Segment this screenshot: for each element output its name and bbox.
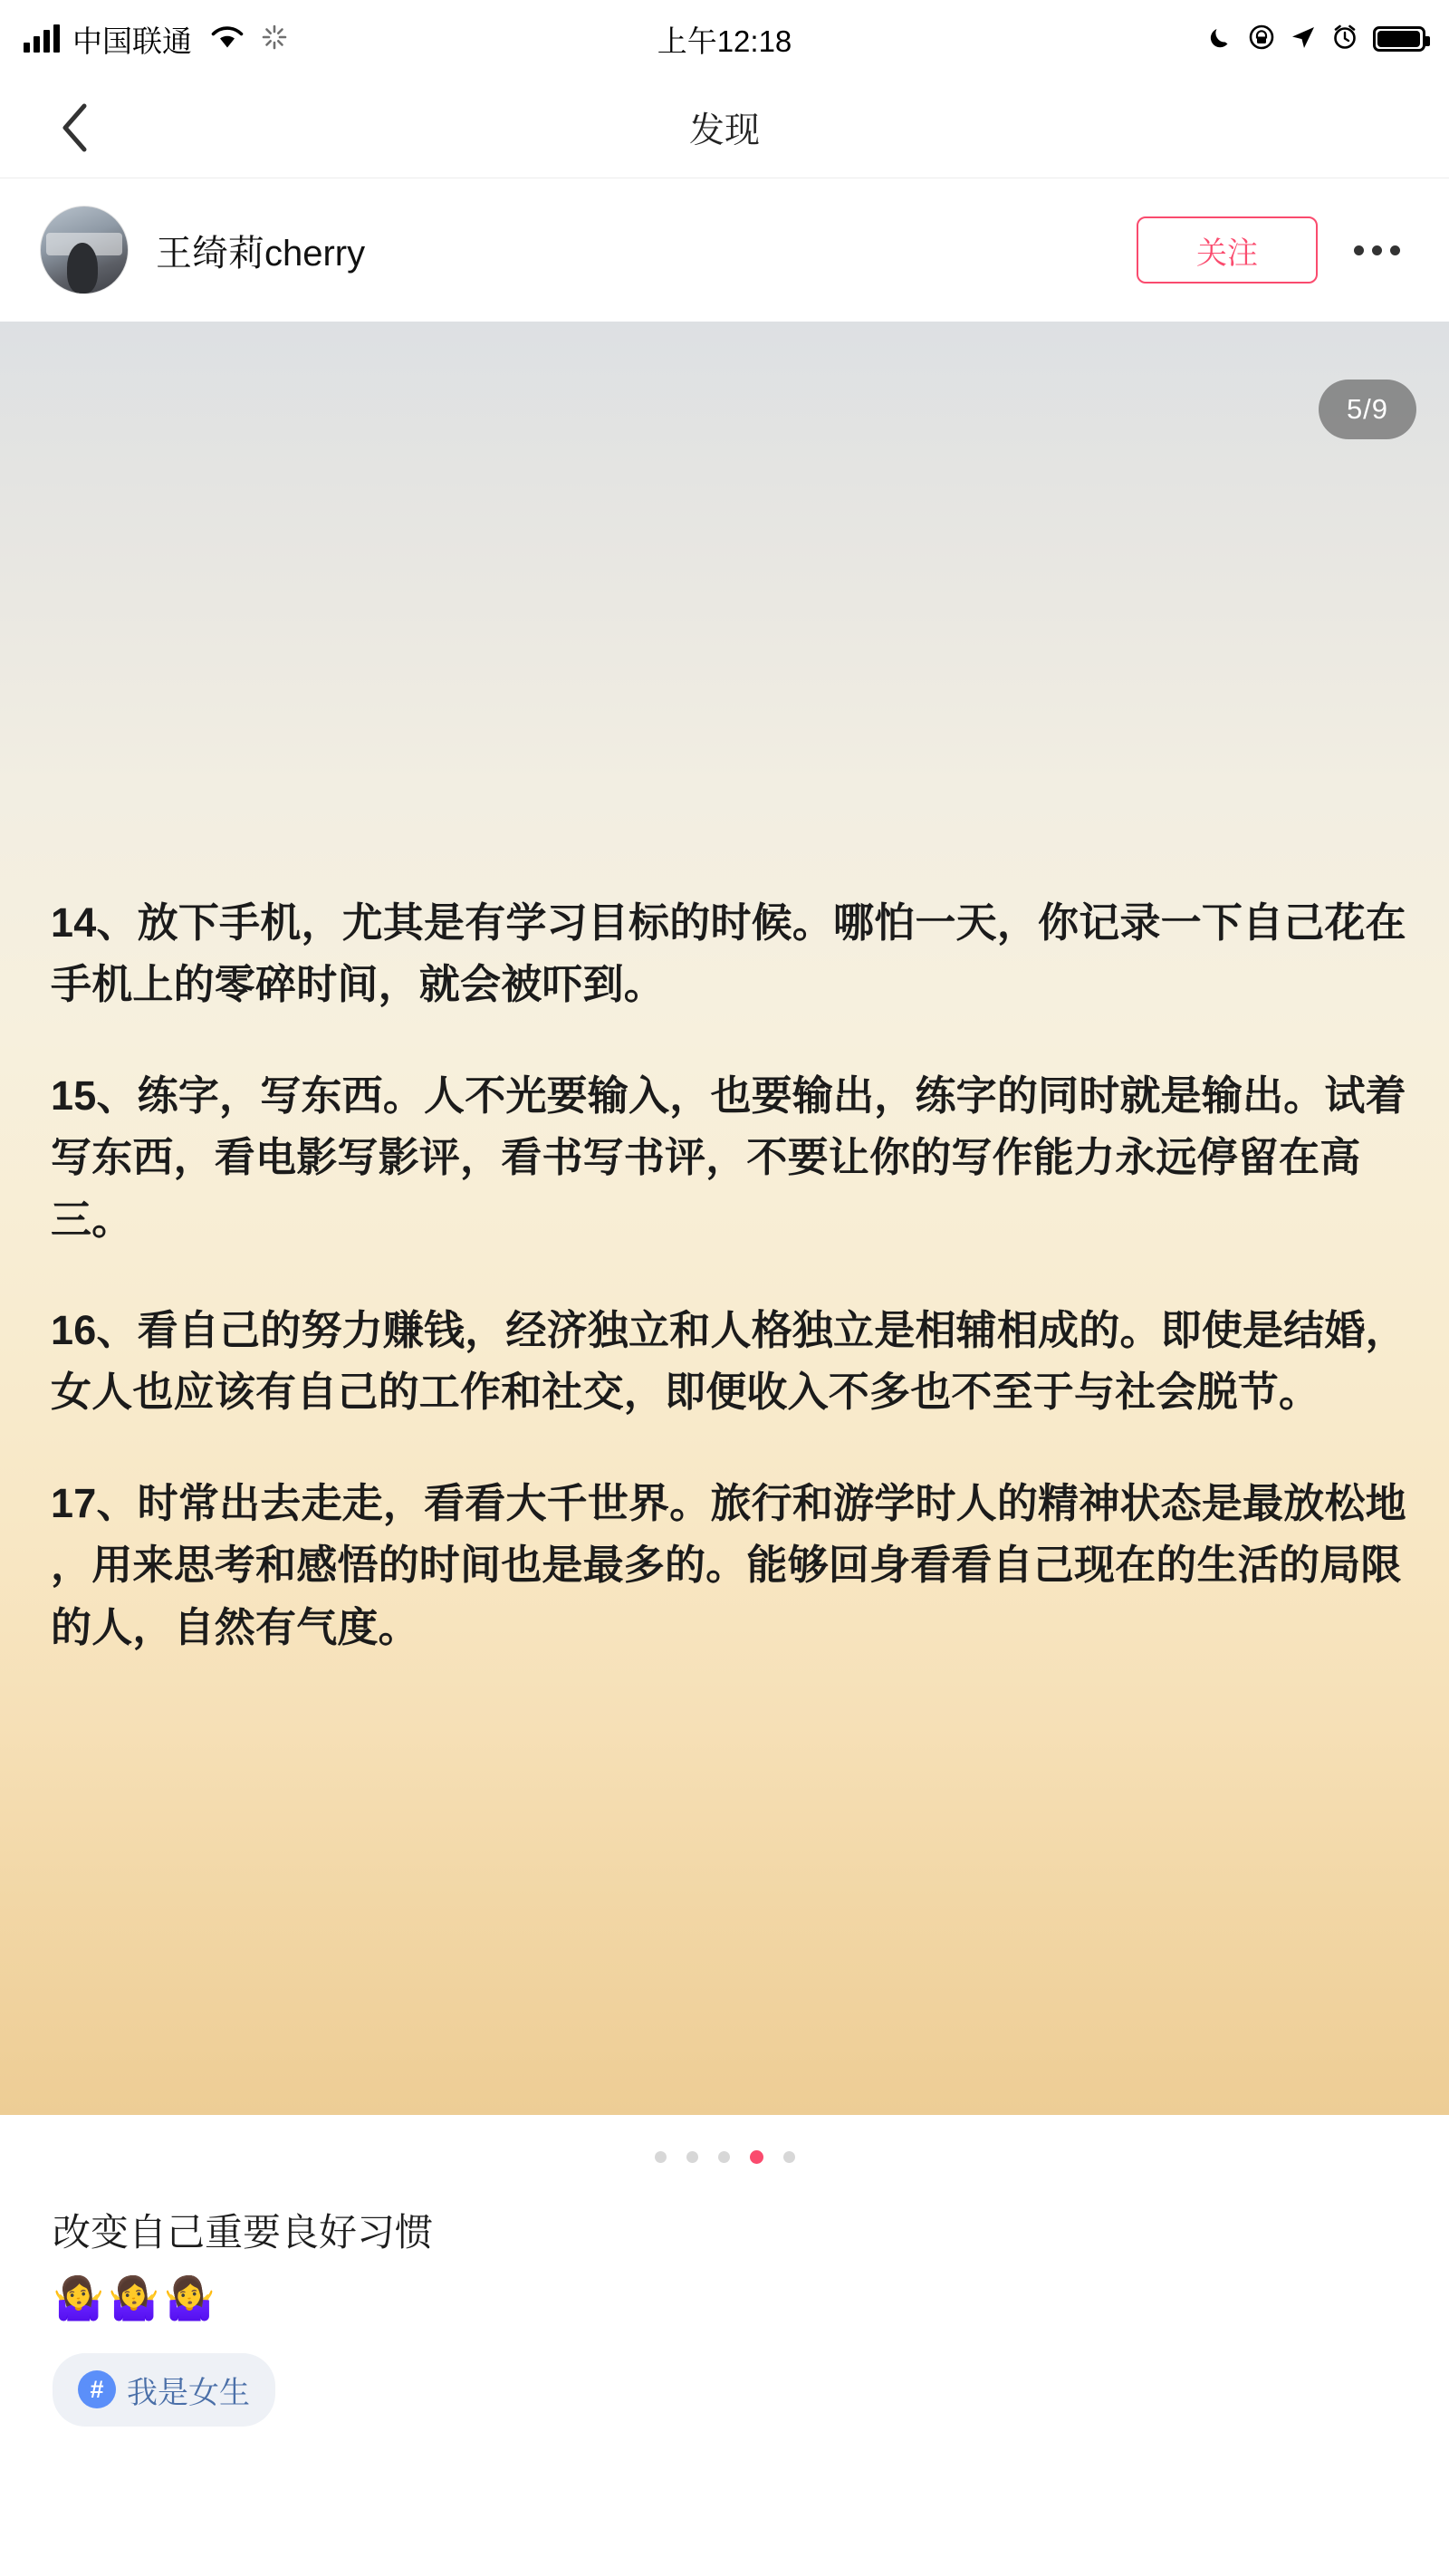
wifi-icon	[210, 24, 245, 55]
more-horizontal-icon[interactable]	[1350, 236, 1404, 264]
signal-icon	[24, 25, 60, 53]
moon-icon	[1206, 24, 1233, 55]
carrier-label: 中国联通	[72, 24, 192, 58]
author-name[interactable]: 王绮莉cherry	[156, 233, 366, 274]
status-bar	[0, 0, 1449, 78]
carousel-dot[interactable]	[718, 2151, 730, 2163]
post-image-card[interactable]	[0, 322, 1449, 2115]
tag-item[interactable]	[53, 2353, 275, 2427]
rotation-lock-icon	[1248, 24, 1275, 55]
caption-title: 改变自己重要良好习惯	[53, 2211, 434, 2254]
card-text-block	[51, 892, 1415, 1658]
tag-list	[53, 2353, 1396, 2427]
card-paragraph: 15、练字，写东西。人不光要输入，也要输出，练字的同时就是输出。试着写东西，看电影写影评，看书写书评，不要让你的写作能力永远停留在高三。	[51, 1072, 1406, 1243]
back-button[interactable]	[47, 101, 101, 155]
tag-label: 我是女生	[127, 2375, 250, 2410]
location-icon	[1290, 24, 1317, 55]
carousel-dot[interactable]	[783, 2151, 795, 2163]
caption-block	[0, 2198, 1449, 2427]
page-indicator: 5/9	[1319, 380, 1416, 439]
card-paragraph: 17、时常出去走走，看看大千世界。旅行和游学时人的精神状态是最放松地 ，用来思考和感悟的时间也是最多的。能够回身看看自己现在的生活的局限的人，自然有气度。	[51, 1479, 1406, 1650]
carousel-dots[interactable]	[0, 2115, 1449, 2198]
hash-icon: #	[78, 2370, 116, 2408]
carousel-dot[interactable]	[686, 2151, 698, 2163]
carousel-dot-active[interactable]	[750, 2150, 763, 2164]
carousel-dot[interactable]	[655, 2151, 667, 2163]
card-paragraph: 14、放下手机，尤其是有学习目标的时候。哪怕一天，你记录一下自己花在手机上的零碎时间，就会被吓到。	[51, 899, 1406, 1008]
battery-icon	[1373, 26, 1425, 52]
alarm-icon	[1331, 24, 1358, 55]
status-bar-time: 上午12:18	[657, 24, 792, 58]
card-paragraph: 16、看自己的努力赚钱，经济独立和人格独立是相辅相成的。即使是结婚，女人也应该有自己的工作和社交，即便收入不多也不至于与社会脱节。	[51, 1306, 1406, 1416]
follow-button[interactable]: 关注	[1137, 216, 1318, 284]
spinner-icon	[261, 24, 288, 55]
nav-bar	[0, 78, 1449, 178]
caption-emojis: 🤷‍♀️🤷‍♀️🤷‍♀️	[53, 2273, 219, 2321]
author-row	[0, 178, 1449, 322]
status-bar-right	[1206, 24, 1425, 55]
page-title: 发现	[688, 111, 760, 150]
status-bar-left	[24, 18, 288, 61]
avatar[interactable]	[40, 206, 129, 294]
